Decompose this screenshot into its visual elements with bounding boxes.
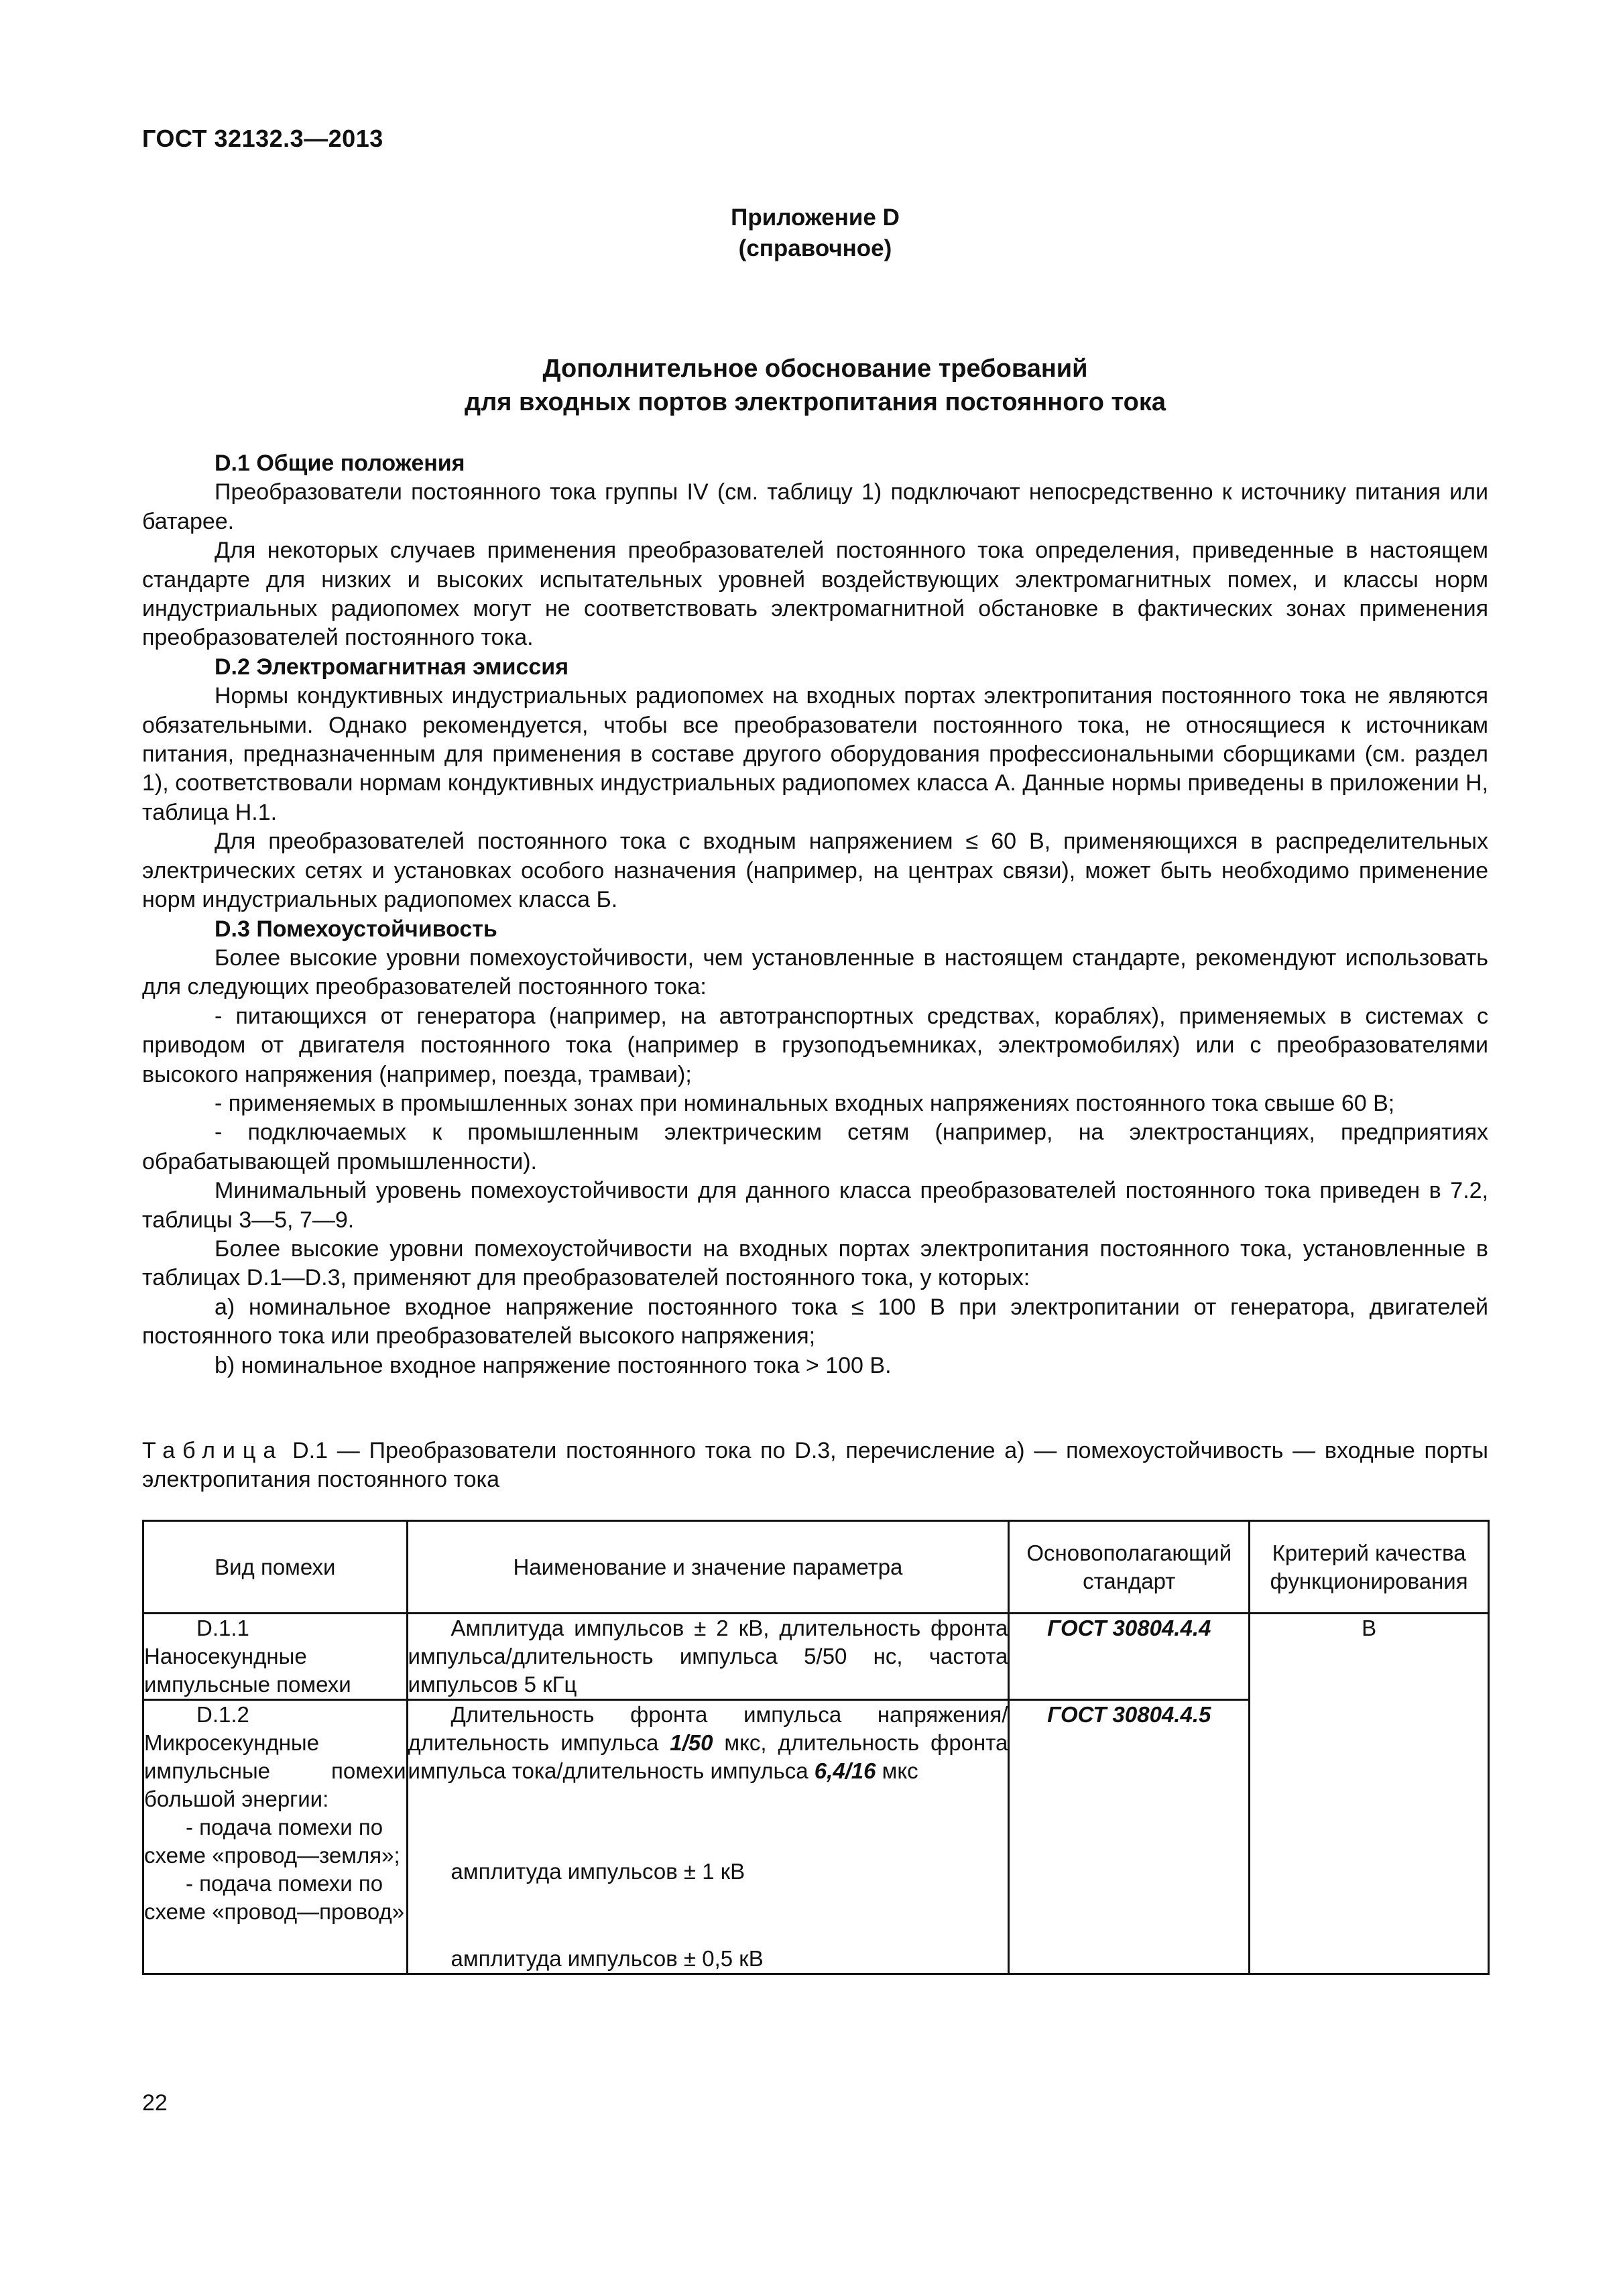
disturbance-type-cell — [143, 1700, 408, 1974]
criterion-cell — [1250, 1614, 1489, 1974]
standard-cell — [1009, 1700, 1250, 1974]
section-heading: D.1 Общие положения — [215, 450, 465, 476]
table-caption-prefix: Таблица — [142, 1438, 284, 1463]
standard-cell — [1009, 1614, 1250, 1700]
paragraph: Минимальный уровень помехоустойчивости для данного класса преобразователей постоянного тока приведен в 7.2, таблицы 3—5, 7—9. — [142, 1178, 1488, 1233]
document-code: ГОСТ 32132.3—2013 — [142, 125, 383, 152]
base-standard: ГОСТ 30804.4.5 — [1047, 1702, 1211, 1727]
section-heading: D.2 Электромагнитная эмиссия — [215, 654, 569, 680]
param-value: 1/50 — [670, 1730, 713, 1755]
annex-title-line1: Дополнительное обоснование требований — [542, 355, 1088, 383]
param-part: мкс, длительность фронта импульса тока/длительность импульса — [408, 1730, 1008, 1783]
disturbance-type-cell — [143, 1614, 408, 1700]
param-part: Длительность фронта импульса напряжения/ длительность импульса — [408, 1702, 1008, 1755]
list-item: - питающихся от генератора (например, на автотранспортных средствах, кораблях), применяемых в системах с приводом от двигателя постоянного тока (например в грузоподъемниках, электромобилях) или с преобразователями высокого напряжения (например, поезда, трамваи); — [142, 1003, 1488, 1087]
paragraph: Для некоторых случаев применения преобразователей постоянного тока определения, приведенные в настоящем стандарте для низких и высоких испытательных уровней воздействующих электромагнитных помех, и классы норм индустриальных радиопомех могут не соответствовать электромагнитной обстановке в фактических зонах применения преобразователей постоянного тока. — [142, 538, 1488, 651]
coupling-line-line: - подача помехи по схеме «провод—провод» — [144, 1871, 405, 1924]
list-item: - подключаемых к промышленным электрическим сетям (например, на электростанциях, предприятиях обрабатывающей промышленности). — [142, 1120, 1488, 1174]
coupling-line-earth: - подача помехи по схеме «провод—земля»; — [144, 1815, 400, 1868]
disturbance-type: D.1.2 Микросекундные импульсные помехи большой энергии: — [144, 1702, 406, 1811]
paragraph: Более высокие уровни помехоустойчивости на входных портах электропитания постоянного тока, установленные в таблицах D.1—D.3, применяют для преобразователей постоянного тока, у которых: — [142, 1235, 1488, 1291]
page-number: 22 — [142, 2090, 168, 2116]
parameter-cell — [407, 1700, 1009, 1974]
column-header: Наименование и значение параметра — [407, 1521, 1009, 1614]
amplitude-line-earth: амплитуда импульсов ± 1 кВ — [450, 1859, 745, 1884]
column-header: Вид помехи — [143, 1521, 408, 1614]
column-header: Основополагающий стандарт — [1009, 1521, 1250, 1614]
list-item: а) номинальное входное напряжение постоянного тока ≤ 100 В при электропитании от генератора, двигателей постоянного тока или преобразователей высокого напряжения; — [142, 1294, 1488, 1349]
paragraph: Преобразователи постоянного тока группы IV (см. таблицу 1) подключают непосредственно к источнику питания или батарее. — [142, 479, 1488, 534]
body-text — [142, 449, 1488, 1380]
amplitude-line-line: амплитуда импульсов ± 0,5 кВ — [450, 1946, 764, 1971]
paragraph: Для преобразователей постоянного тока с входным напряжением ≤ 60 В, применяющихся в распределительных электрических сетях и установках особого назначения (например, на центрах связи), может быть необходимо применение норм индустриальных радиопомех класса Б. — [142, 829, 1488, 913]
parameter-text — [408, 1701, 1008, 1785]
column-header: Критерий качества функционирования — [1250, 1521, 1489, 1614]
section-heading: D.3 Помехоустойчивость — [215, 916, 497, 942]
annex-label: Приложение D — [731, 204, 900, 231]
annex-kind: (справочное) — [738, 235, 892, 261]
immunity-table — [142, 1520, 1490, 1975]
param-value: 6,4/16 — [814, 1758, 876, 1783]
table-row — [143, 1614, 1489, 1700]
table-caption — [142, 1437, 1488, 1494]
parameter-text: Амплитуда импульсов ± 2 кВ, длительность фронта импульса/длительность импульса 5/50 нс, частота импульсов 5 кГц — [408, 1616, 1008, 1697]
base-standard: ГОСТ 30804.4.4 — [1047, 1616, 1211, 1640]
annex-heading — [142, 202, 1488, 264]
performance-criterion: В — [1362, 1616, 1377, 1640]
paragraph: Нормы кондуктивных индустриальных радиопомех на входных портах электропитания постоянного тока не являются обязательными. Однако рекомендуется, чтобы все преобразователи постоянного тока, не относящиеся к источникам питания, предназначенным для применения в составе другого оборудования профессиональными сборщиками (см. раздел 1), соответствовали нормам кондуктивных индустриальных радиопомех класса А. Данные нормы приведены в приложении Н, таблица Н.1. — [142, 683, 1488, 825]
list-item: - применяемых в промышленных зонах при номинальных входных напряжениях постоянного тока свыше 60 В; — [215, 1090, 1395, 1116]
paragraph: Более высокие уровни помехоустойчивости, чем установленные в настоящем стандарте, рекомендуют использовать для следующих преобразователей постоянного тока: — [142, 945, 1488, 1000]
parameter-cell — [407, 1614, 1009, 1700]
annex-title — [142, 352, 1488, 419]
list-item: b) номинальное входное напряжение постоянного тока > 100 В. — [215, 1352, 892, 1378]
table-caption-text: D.1 — Преобразователи постоянного тока по D.3, перечисление а) — помехоустойчивость — входные порты электропитания постоянного тока — [142, 1438, 1488, 1492]
table-header-row — [143, 1521, 1489, 1614]
annex-title-line2: для входных портов электропитания постоянного тока — [464, 388, 1166, 416]
param-part: мкс — [882, 1758, 918, 1783]
disturbance-type: D.1.1 Наносекундные импульсные помехи — [144, 1616, 351, 1697]
